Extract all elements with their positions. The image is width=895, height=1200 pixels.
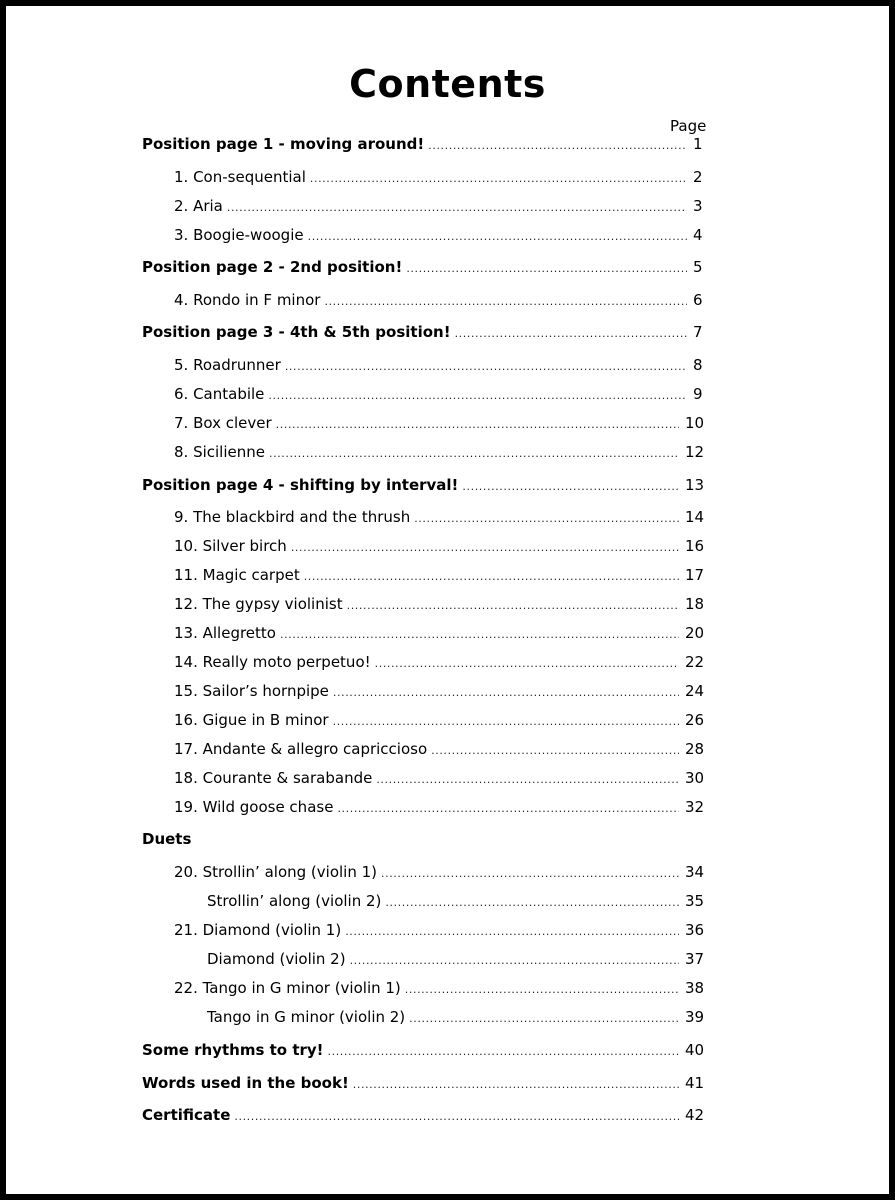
toc-entry-page-number: 30 xyxy=(685,769,705,787)
toc-entry-label: 13. Allegretto xyxy=(174,624,276,642)
toc-entry-page-number: 9 xyxy=(693,385,703,403)
dot-leader xyxy=(376,769,679,791)
dot-leader xyxy=(276,414,679,436)
toc-entry-label: 22. Tango in G minor (violin 1) xyxy=(174,979,401,997)
page-title: Contents xyxy=(349,62,546,106)
toc-entry[interactable] xyxy=(174,651,707,673)
toc-entry[interactable] xyxy=(174,354,707,376)
toc-section-entry[interactable] xyxy=(142,1039,707,1061)
toc-entry-label: 7. Box clever xyxy=(174,414,272,432)
dot-leader xyxy=(324,291,687,313)
toc-entry-label: 5. Roadrunner xyxy=(174,356,281,374)
toc-entry-page-number: 3 xyxy=(693,197,703,215)
dot-leader xyxy=(405,979,679,1001)
toc-entry-label: Position page 3 - 4th & 5th position! xyxy=(142,323,451,341)
toc-entry-page-number: 13 xyxy=(685,476,705,494)
toc-entry-label: Strollin’ along (violin 2) xyxy=(207,892,382,910)
toc-entry[interactable] xyxy=(174,709,707,731)
dot-leader xyxy=(333,682,679,704)
toc-entry-page-number: 6 xyxy=(693,291,703,309)
dot-leader xyxy=(291,537,679,559)
toc-entry[interactable] xyxy=(174,535,707,557)
toc-entry-page-number: 16 xyxy=(685,537,705,555)
toc-entry[interactable] xyxy=(174,195,707,217)
toc-entry-page-number: 34 xyxy=(685,863,705,881)
toc-entry-label: 9. The blackbird and the thrush xyxy=(174,508,411,526)
dot-leader xyxy=(337,798,679,820)
dot-leader xyxy=(304,566,679,588)
dot-leader xyxy=(269,443,679,465)
toc-entry-label: 15. Sailor’s hornpipe xyxy=(174,682,329,700)
dot-leader xyxy=(431,740,679,762)
dot-leader xyxy=(353,1074,679,1096)
dot-leader xyxy=(350,950,679,972)
toc-entry-label: 14. Really moto perpetuo! xyxy=(174,653,371,671)
toc-entry-label: Words used in the book! xyxy=(142,1074,349,1092)
toc-entry[interactable] xyxy=(174,289,707,311)
toc-entry-label: 4. Rondo in F minor xyxy=(174,291,321,309)
dot-leader xyxy=(385,892,679,914)
toc-section-entry[interactable] xyxy=(142,321,707,343)
toc-entry[interactable] xyxy=(207,1006,707,1028)
toc-entry[interactable] xyxy=(174,767,707,789)
toc-entry[interactable] xyxy=(174,383,707,405)
toc-section-entry[interactable] xyxy=(142,474,707,496)
toc-entry-page-number: 42 xyxy=(685,1106,705,1124)
toc-section-entry[interactable] xyxy=(142,1072,707,1094)
toc-entry[interactable] xyxy=(174,796,707,818)
dot-leader xyxy=(308,226,687,248)
toc-entry-label: 17. Andante & allegro capriccioso xyxy=(174,740,428,758)
toc-entry-page-number: 8 xyxy=(693,356,703,374)
toc-entry[interactable] xyxy=(174,738,707,760)
toc-entry-label: 3. Boogie-woogie xyxy=(174,226,304,244)
toc-entry-page-number: 32 xyxy=(685,798,705,816)
toc-entry-label: Position page 1 - moving around! xyxy=(142,135,425,153)
toc-entry[interactable] xyxy=(174,919,707,941)
toc-section-entry[interactable] xyxy=(142,1104,707,1126)
dot-leader xyxy=(328,1041,679,1063)
dot-leader xyxy=(234,1106,679,1128)
toc-entry[interactable] xyxy=(174,564,707,586)
dot-leader xyxy=(414,508,679,530)
toc-entry-label: Position page 4 - shifting by interval! xyxy=(142,476,459,494)
toc-entry-label: 21. Diamond (violin 1) xyxy=(174,921,342,939)
toc-entry-page-number: 5 xyxy=(693,258,703,276)
toc-entry-page-number: 22 xyxy=(685,653,705,671)
toc-entry[interactable] xyxy=(174,593,707,615)
toc-entry[interactable] xyxy=(174,166,707,188)
toc-heading: Duets xyxy=(142,830,192,848)
toc-entry-label: 1. Con-sequential xyxy=(174,168,306,186)
toc-entry-page-number: 7 xyxy=(693,323,703,341)
document-page xyxy=(6,6,889,1194)
dot-leader xyxy=(409,1008,679,1030)
toc-entry[interactable] xyxy=(174,506,707,528)
toc-entry-page-number: 24 xyxy=(685,682,705,700)
toc-entry-page-number: 12 xyxy=(685,443,705,461)
toc-entry-label: 16. Gigue in B minor xyxy=(174,711,329,729)
toc-entry-label: 11. Magic carpet xyxy=(174,566,300,584)
dot-leader xyxy=(455,323,687,345)
toc-entry-page-number: 28 xyxy=(685,740,705,758)
toc-entry-page-number: 36 xyxy=(685,921,705,939)
toc-entry[interactable] xyxy=(174,977,707,999)
toc-entry[interactable] xyxy=(174,412,707,434)
toc-entry-page-number: 10 xyxy=(685,414,705,432)
toc-entry-label: 12. The gypsy violinist xyxy=(174,595,343,613)
toc-entry-label: 10. Silver birch xyxy=(174,537,287,555)
toc-entry-page-number: 39 xyxy=(685,1008,705,1026)
toc-entry[interactable] xyxy=(207,948,707,970)
toc-entry-page-number: 2 xyxy=(693,168,703,186)
toc-entry-label: 8. Sicilienne xyxy=(174,443,265,461)
page-column-label: Page xyxy=(670,117,707,135)
toc-entry[interactable] xyxy=(174,622,707,644)
dot-leader xyxy=(406,258,687,280)
table-of-contents xyxy=(6,6,889,1194)
toc-entry-page-number: 14 xyxy=(685,508,705,526)
dot-leader xyxy=(381,863,679,885)
toc-entry-label: 19. Wild goose chase xyxy=(174,798,334,816)
dot-leader xyxy=(280,624,679,646)
toc-entry[interactable] xyxy=(174,224,707,246)
toc-entry-label: 2. Aria xyxy=(174,197,223,215)
toc-entry-label: 6. Cantabile xyxy=(174,385,265,403)
toc-entry-page-number: 20 xyxy=(685,624,705,642)
toc-entry-label: 20. Strollin’ along (violin 1) xyxy=(174,863,377,881)
toc-entry-page-number: 37 xyxy=(685,950,705,968)
toc-entry-page-number: 26 xyxy=(685,711,705,729)
toc-entry[interactable] xyxy=(174,680,707,702)
toc-entry-page-number: 35 xyxy=(685,892,705,910)
toc-entry-label: Tango in G minor (violin 2) xyxy=(207,1008,406,1026)
toc-entry-page-number: 18 xyxy=(685,595,705,613)
dot-leader xyxy=(375,653,679,675)
dot-leader xyxy=(333,711,679,733)
dot-leader xyxy=(285,356,687,378)
toc-entry-page-number: 1 xyxy=(693,135,703,153)
dot-leader xyxy=(310,168,687,190)
dot-leader xyxy=(428,135,687,157)
toc-entry-label: 18. Courante & sarabande xyxy=(174,769,373,787)
toc-section-entry[interactable] xyxy=(142,256,707,278)
toc-entry[interactable] xyxy=(174,441,707,463)
toc-entry[interactable] xyxy=(207,890,707,912)
toc-entry-page-number: 4 xyxy=(693,226,703,244)
toc-entry-page-number: 38 xyxy=(685,979,705,997)
dot-leader xyxy=(345,921,679,943)
dot-leader xyxy=(227,197,687,219)
dot-leader xyxy=(347,595,679,617)
toc-entry-page-number: 40 xyxy=(685,1041,705,1059)
toc-entry-label: Some rhythms to try! xyxy=(142,1041,324,1059)
toc-entry[interactable] xyxy=(174,861,707,883)
toc-entry-page-number: 41 xyxy=(685,1074,705,1092)
toc-entry-label: Diamond (violin 2) xyxy=(207,950,346,968)
toc-entry-label: Position page 2 - 2nd position! xyxy=(142,258,403,276)
toc-entry-page-number: 17 xyxy=(685,566,705,584)
dot-leader xyxy=(462,476,679,498)
dot-leader xyxy=(268,385,687,407)
toc-entry-label: Certificate xyxy=(142,1106,231,1124)
toc-section-entry[interactable] xyxy=(142,133,707,155)
